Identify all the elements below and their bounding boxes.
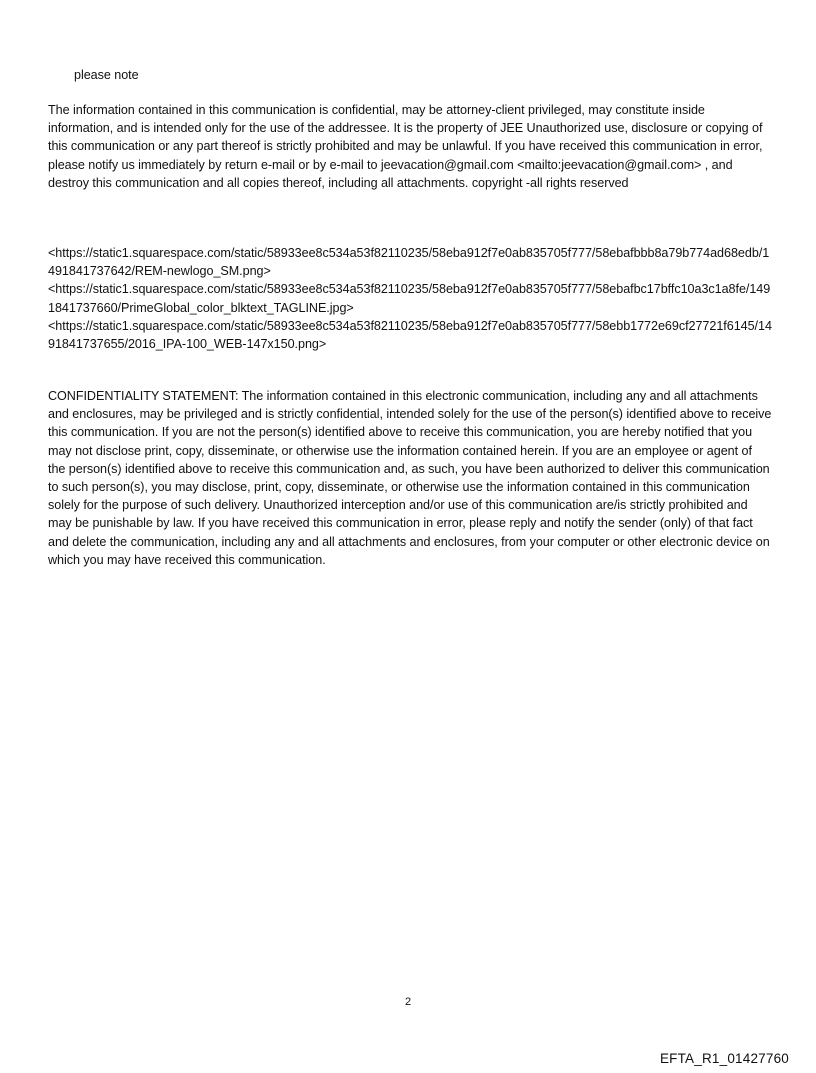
image-link: <https://static1.squarespace.com/static/58933ee8c534a53f82110235/58eba912f7e0ab835705f777/58ebafbbb8a79b774ad68edb/1491841737642/REM-newlogo_SM.png> bbox=[48, 246, 770, 279]
image-link: <https://static1.squarespace.com/static/58933ee8c534a53f82110235/58eba912f7e0ab835705f777/58ebafbc17bffc10a3c1a8fe/1491841737660/PrimeGlobal_color_blktext_TAGLINE.jpg> bbox=[48, 282, 771, 315]
document-id: EFTA_R1_01427760 bbox=[659, 1051, 789, 1066]
confidentiality-notice: The information contained in this communication is confidential, may be attorney-client privileged, may constitute inside information, and is intended only for the use of the addressee. It is the property of JEE Unauthorized use, disclosure or copying of this communication or any part thereof is strictly prohibited and may be unlawful. If you have received this communication in error, please notify us immediately by return e-mail or by e-mail to jeevacation@gmail.com <mailto:jeevacation@gmail.com> , and destroy this communication and all copies thereof, including all attachments. copyright -all rights reserved bbox=[48, 103, 763, 190]
page-number: 2 bbox=[404, 996, 412, 1008]
image-link: <https://static1.squarespace.com/static/58933ee8c534a53f82110235/58eba912f7e0ab835705f777/58ebb1772e69cf27721f6145/1491841737655/2016_IPA-100_WEB-147x150.png> bbox=[48, 318, 772, 352]
confidentiality-statement: CONFIDENTIALITY STATEMENT: The information contained in this electronic communication, including any and all attachments and enclosures, may be privileged and is strictly confidential, intended solely for the use of the person(s) identified above to receive this communication. If you are not the person(s) identified above to receive this communication, you are hereby notified that you may not disclose print, copy, disseminate, or otherwise use the information contained herein. If you are an employee or agent of the person(s) identified above to receive this communication and, as such, you have been authorized to deliver this communication to such person(s), you may disclose, print, copy, disseminate, or otherwise use the information contained in this communication solely for the purpose of such delivery. Unauthorized interception and/or use of this communication are/is strictly prohibited and may be punishable by law. If you have received this communication in error, please reply and notify the sender (only) of that fact and delete the communication, including any and all attachments and enclosures, from your computer or other electronic device on which you may have received this communication. bbox=[48, 389, 772, 567]
note-text: please note bbox=[74, 68, 139, 82]
image-link-list bbox=[48, 244, 772, 353]
